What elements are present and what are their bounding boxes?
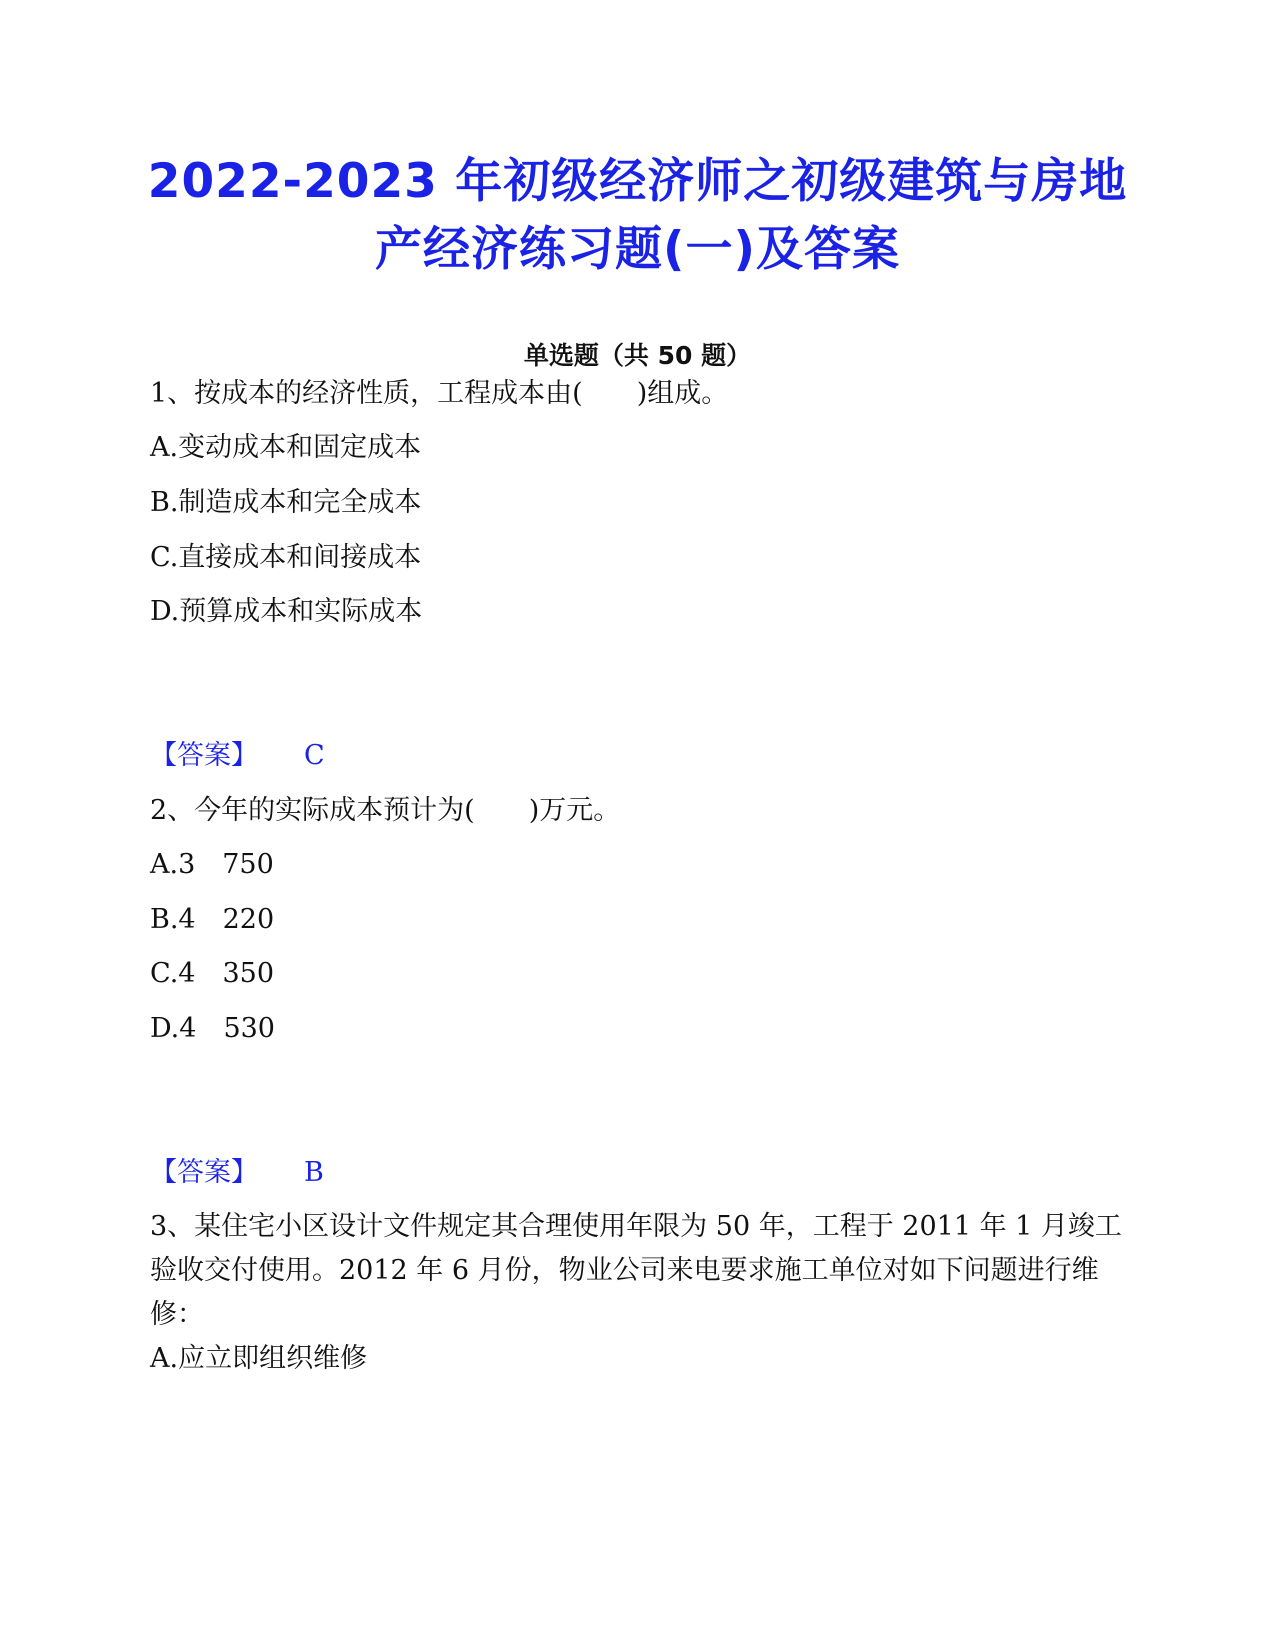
question-2-option-b: B.4 220 xyxy=(150,904,275,935)
question-3-stem: 3、某住宅小区设计文件规定其合理使用年限为 50 年，工程于 2011 年 1 月竣工验收交付使用。2012 年 6 月份，物业公司来电要求施工单位对如下问题进行维修： xyxy=(150,1211,1122,1330)
question-1-stem: 1、按成本的经济性质，工程成本由( )组成。 xyxy=(150,378,729,409)
question-2-answer xyxy=(150,1155,324,1191)
answer-value: B xyxy=(304,1157,324,1188)
question-2-option-d: D.4 530 xyxy=(150,1013,275,1044)
answer-label: 【答案】 xyxy=(150,1157,258,1188)
question-2-option-a: A.3 750 xyxy=(150,849,274,880)
question-1-option-c: C.直接成本和间接成本 xyxy=(150,542,422,573)
question-1-option-b: B.制造成本和完全成本 xyxy=(150,487,422,518)
title-line-1: 2022-2023 年初级经济师之初级建筑与房地 xyxy=(147,154,1128,209)
question-1-option-a: A.变动成本和固定成本 xyxy=(150,432,422,463)
question-1-option-d: D.预算成本和实际成本 xyxy=(150,596,423,627)
question-1-answer xyxy=(150,738,325,774)
answer-value: C xyxy=(304,740,325,771)
question-3-option-a: A.应立即组织维修 xyxy=(150,1343,368,1374)
title-line-2: 产经济练习题(一)及答案 xyxy=(375,222,900,277)
document-title xyxy=(120,148,1155,284)
section-heading: 单选题（共 50 题） xyxy=(523,341,752,370)
question-2-stem: 2、今年的实际成本预计为( )万元。 xyxy=(150,795,621,826)
question-2-option-c: C.4 350 xyxy=(150,958,274,989)
answer-label: 【答案】 xyxy=(150,740,258,771)
